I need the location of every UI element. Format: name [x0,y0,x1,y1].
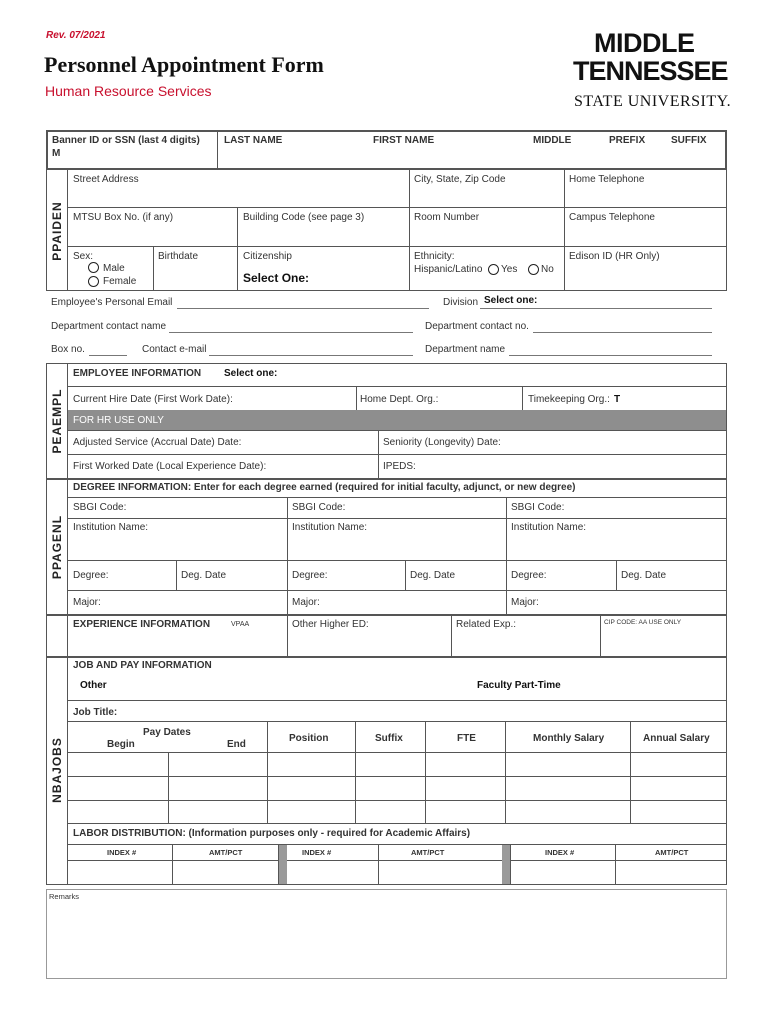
campus-telephone-label: Campus Telephone [569,212,655,223]
street-address-input[interactable] [69,187,407,206]
banner-id-input[interactable] [48,158,216,169]
position-label: Position [289,733,329,744]
box-no-contact-input[interactable] [89,355,127,356]
hr-use-only-label: FOR HR USE ONLY [73,415,164,426]
vpaa-label: VPAA [231,621,250,628]
middle-label: MIDDLE [533,135,572,146]
personal-email-input[interactable] [177,308,429,309]
sbgi-code-1-label: SBGI Code: [73,502,127,513]
citizenship-select[interactable]: Select One: [243,271,310,285]
amt-pct-1-label: AMT/PCT [209,848,243,857]
employee-info-heading: EMPLOYEE INFORMATION [73,368,202,379]
street-address-label: Street Address [73,174,139,185]
ethnicity-no-radio[interactable] [528,264,539,275]
seniority-label: Seniority (Longevity) Date: [383,437,501,448]
campus-telephone-input[interactable] [566,226,725,245]
ipeds-label: IPEDS: [383,461,416,472]
logo-line-3: STATE UNIVERSITY. [574,93,732,110]
home-telephone-label: Home Telephone [569,174,645,185]
institution-2-label: Institution Name: [292,522,368,533]
pay-dates-label: Pay Dates [143,727,191,738]
pay-table-inputs[interactable] [69,754,725,822]
suffix-label: SUFFIX [671,135,707,146]
logo-line-2: TENNESSEE [573,56,728,86]
annual-salary-label: Annual Salary [643,733,710,744]
mtsu-logo [570,28,732,118]
female-label: Female [103,276,137,287]
box-no-label: MTSU Box No. (if any) [73,212,174,223]
no-label: No [541,264,554,275]
dept-contact-no-input[interactable] [533,332,712,333]
edison-id-label: Edison ID (HR Only) [569,251,660,262]
female-radio[interactable] [88,276,99,287]
labor-distribution-heading: LABOR DISTRIBUTION: (Information purposes only - required for Academic Affairs) [73,828,471,839]
birthdate-input[interactable] [155,265,235,289]
deg-date-3-label: Deg. Date [621,570,667,581]
ethnicity-label: Ethnicity: [414,251,455,262]
box-no-input[interactable] [69,226,235,245]
box-no-contact-label: Box no. [51,344,85,355]
sbgi-code-2-label: SBGI Code: [292,502,346,513]
job-title-input[interactable] [125,703,725,721]
division-select[interactable]: Select one: [484,295,538,306]
labor-distribution-inputs[interactable] [69,862,725,884]
city-state-zip-input[interactable] [411,187,562,206]
job-type-other: Other [80,680,107,691]
monthly-salary-label: Monthly Salary [533,733,605,744]
end-label: End [227,739,246,750]
page-subtitle: Human Resource Services [45,83,212,99]
banner-id-label: Banner ID or SSN (last 4 digits) [52,135,200,146]
deg-date-1-label: Deg. Date [181,570,227,581]
building-code-label: Building Code (see page 3) [243,212,365,223]
index-1-label: INDEX # [107,848,137,857]
institution-1-label: Institution Name: [73,522,149,533]
degree-3-label: Degree: [511,570,547,581]
deg-date-2-label: Deg. Date [410,570,456,581]
nbajobs-label: NBAJOBS [50,737,64,803]
dept-contact-name-input[interactable] [169,332,413,333]
name-input[interactable] [219,148,725,168]
hispanic-label: Hispanic/Latino [414,264,483,275]
ppagenl-section [46,479,727,615]
ppaiden-label: PPAIDEN [50,201,64,261]
personal-email-label: Employee's Personal Email [51,297,173,308]
job-type-faculty-pt: Faculty Part-Time [477,680,561,691]
hire-date-label: Current Hire Date (First Work Date): [73,394,233,405]
dept-name-input[interactable] [509,355,712,356]
birthdate-label: Birthdate [158,251,199,262]
employee-info-select[interactable]: Select one: [224,368,278,379]
building-code-input[interactable] [239,226,407,245]
last-name-label: LAST NAME [224,135,283,146]
ppagenl-label: PPAGENL [50,514,64,580]
male-label: Male [103,263,125,274]
prefix-label: PREFIX [609,135,646,146]
index-2-label: INDEX # [302,848,332,857]
timekeeping-label: Timekeeping Org.: [528,394,610,405]
page-title: Personnel Appointment Form [44,52,324,77]
degree-2-label: Degree: [292,570,328,581]
dept-contact-no-label: Department contact no. [425,321,529,332]
major-2-label: Major: [292,597,320,608]
logo-line-1: MIDDLE [594,28,695,58]
dept-name-label: Department name [425,344,506,355]
edison-id-input[interactable] [566,265,725,289]
sex-label: Sex: [73,251,94,262]
institution-3-label: Institution Name: [511,522,587,533]
amt-pct-3-label: AMT/PCT [655,848,689,857]
male-radio[interactable] [88,262,99,273]
experience-heading: EXPERIENCE INFORMATION [73,619,211,630]
yes-label: Yes [501,264,518,275]
first-worked-label: First Worked Date (Local Experience Date): [73,461,267,472]
contact-email-label: Contact e-mail [142,344,207,355]
remarks-box[interactable] [46,889,727,979]
major-3-label: Major: [511,597,539,608]
fte-label: FTE [457,733,476,744]
ethnicity-yes-radio[interactable] [488,264,499,275]
division-label: Division [443,297,479,308]
job-pay-heading: JOB AND PAY INFORMATION [73,660,212,671]
major-1-label: Major: [73,597,101,608]
first-name-label: FIRST NAME [373,135,435,146]
home-dept-label: Home Dept. Org.: [360,394,439,405]
home-telephone-input[interactable] [566,187,725,206]
amt-pct-2-label: AMT/PCT [411,848,445,857]
degree-info-heading: DEGREE INFORMATION: Enter for each degree earned (required for initial faculty, adjunct, or new degree) [73,482,576,493]
suffix-col-label: Suffix [375,733,403,744]
room-number-input[interactable] [411,226,562,245]
contact-email-input[interactable] [209,355,413,356]
dept-contact-name-label: Department contact name [51,321,167,332]
job-title-label: Job Title: [73,707,118,718]
begin-label: Begin [107,739,135,750]
related-exp-label: Related Exp.: [456,619,517,630]
city-state-zip-label: City, State, Zip Code [414,174,506,185]
room-number-label: Room Number [414,212,480,223]
index-3-label: INDEX # [545,848,575,857]
sbgi-code-3-label: SBGI Code: [511,502,565,513]
cip-code-label: CIP CODE: AA USE ONLY [604,619,682,626]
adjusted-service-label: Adjusted Service (Accrual Date) Date: [73,437,242,448]
citizenship-label: Citizenship [243,251,292,262]
other-higher-ed-label: Other Higher ED: [292,619,369,630]
degree-1-label: Degree: [73,570,109,581]
peaempl-label: PEAEMPL [50,388,64,454]
hr-use-only-bar [68,410,726,430]
remarks-label: Remarks [49,892,80,901]
revision-label: Rev. 07/2021 [46,30,106,41]
banner-id-m: M [52,148,61,159]
timekeeping-value: T [614,394,621,405]
